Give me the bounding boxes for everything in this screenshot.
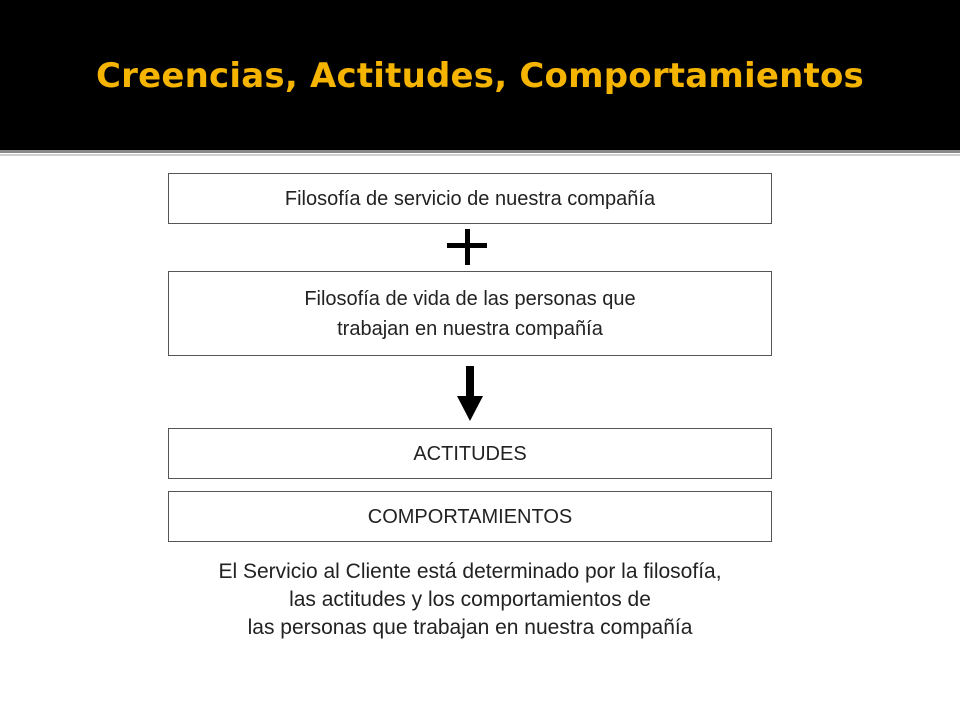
plus-icon (447, 229, 487, 265)
summary-caption (140, 558, 800, 642)
slide-title: Creencias, Actitudes, Comportamientos (95, 56, 864, 96)
life-philosophy-box (168, 271, 772, 356)
service-philosophy-label: Filosofía de servicio de nuestra compañía (284, 187, 656, 210)
behaviors-label: COMPORTAMIENTOS (367, 505, 573, 528)
behaviors-box (168, 491, 772, 542)
caption-line-1: El Servicio al Cliente está determinado por la filosofía, (218, 560, 722, 583)
attitudes-label: ACTITUDES (413, 442, 527, 465)
header-divider-light (0, 154, 960, 156)
attitudes-box (168, 428, 772, 479)
caption-line-3: las personas que trabajan en nuestra compañía (247, 616, 693, 639)
header-divider (0, 150, 960, 153)
life-philosophy-line-2: trabajan en nuestra compañía (337, 317, 603, 340)
service-philosophy-box (168, 173, 772, 224)
arrow-down-icon (456, 366, 484, 422)
life-philosophy-line-1: Filosofía de vida de las personas que (304, 287, 636, 310)
caption-line-2: las actitudes y los comportamientos de (289, 588, 651, 611)
